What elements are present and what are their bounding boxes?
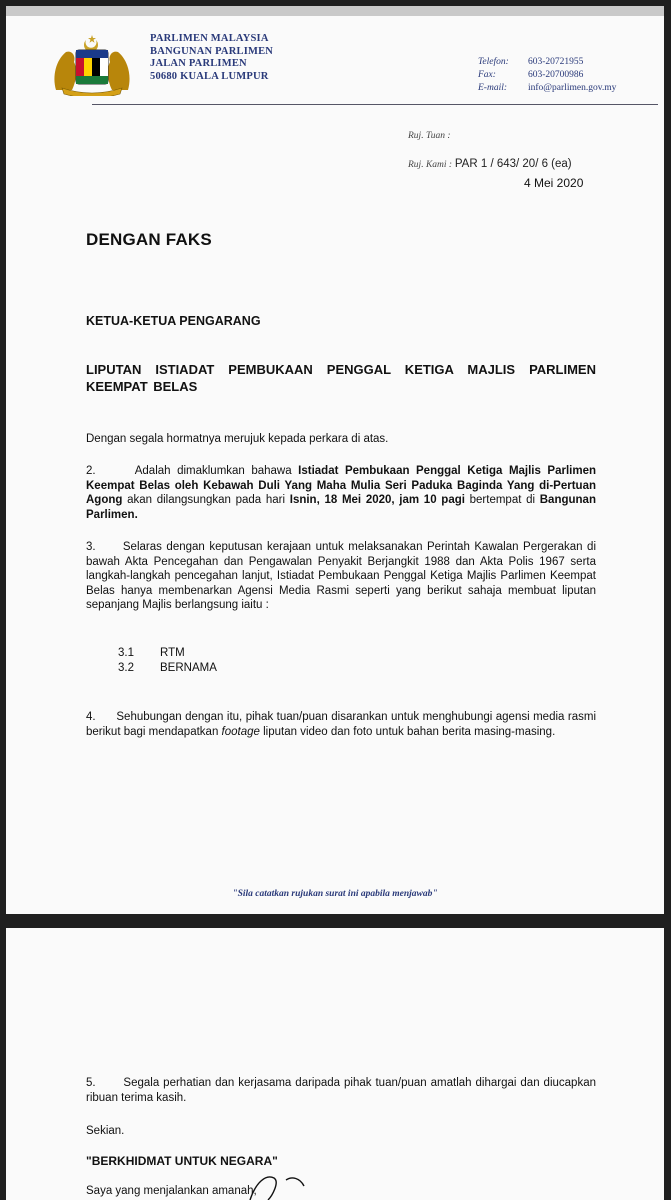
delivery-mode-heading: DENGAN FAKS: [86, 230, 212, 249]
paragraph-5: 5. Segala perhatian dan kerjasama daripada pihak tuan/puan amatlah dihargai dan diucapkan ribuan terima kasih.: [86, 1077, 596, 1104]
motto: "BERKHIDMAT UNTUK NEGARA": [86, 1154, 278, 1168]
org-line: 50680 KUALA LUMPUR: [150, 70, 269, 82]
org-line: BANGUNAN PARLIMEN: [150, 45, 274, 57]
scan-top-edge: [6, 6, 664, 16]
closing-text: Sekian.: [86, 1125, 125, 1137]
sign-off: Saya yang menjalankan amanah,: [86, 1185, 257, 1197]
paragraph-1: Dengan segala hormatnya merujuk kepada perkara di atas.: [86, 433, 389, 445]
recipient-heading: KETUA-KETUA PENGARANG: [86, 314, 261, 328]
letter-page-2: [6, 928, 664, 1200]
ref-kami-value: PAR 1 / 643/ 20/ 6 (ea): [454, 158, 572, 170]
media-agency-list: [118, 646, 217, 676]
ref-kami: Ruj. Kami : PAR 1 / 643/ 20/ 6 (ea): [408, 158, 572, 170]
signature-stroke-icon: [246, 1172, 316, 1200]
list-item: 3.2 BERNAMA: [118, 662, 217, 674]
list-item: 3.1 RTM: [118, 647, 185, 659]
contact-fax: Fax: 603-20700986: [478, 70, 584, 80]
paragraph-2: 2. Adalah dimaklumkan bahawa Istiadat Pembukaan Penggal Ketiga Majlis Parlimen Keempat Belas oleh Kebawah Duli Yang Maha Mulia Seri Paduka Baginda Yang di-Pertuan Agong akan dilangsungkan pada hari Isnin, 18 Mei 2020, jam 10 pagi bertempat di Bangunan Parlimen.: [86, 465, 596, 521]
subject-heading: LIPUTAN ISTIADAT PEMBUKAAN PENGGAL KETIGA MAJLIS PARLIMEN KEEMPAT BELAS: [86, 362, 596, 394]
org-line: JALAN PARLIMEN: [150, 58, 247, 69]
reply-reference-note: "Sila catatkan rujukan surat ini apabila menjawab": [232, 889, 438, 899]
letter-date: 4 Mei 2020: [524, 176, 584, 190]
ref-tuan: Ruj. Tuan :: [408, 131, 451, 141]
parliament-crest-icon: [48, 32, 136, 96]
contact-email: E-mail: info@parlimen.gov.my: [478, 83, 617, 93]
organization-address: [150, 33, 273, 83]
org-line: PARLIMEN MALAYSIA: [150, 33, 269, 44]
letter-page-1: [6, 6, 664, 914]
letterhead-divider: [92, 104, 658, 105]
contact-info: [478, 56, 616, 95]
contact-phone: Telefon: 603-20721955: [478, 57, 584, 67]
paragraph-4: 4. Sehubungan dengan itu, pihak tuan/puan disarankan untuk menghubungi agensi media rasmi berikut bagi mendapatkan footage liputan video dan foto untuk bahan berita masing-masing.: [86, 711, 596, 738]
paragraph-3: 3. Selaras dengan keputusan kerajaan untuk melaksanakan Perintah Kawalan Pergerakan di bawah Akta Pencegahan dan Pengawalan Penyakit Berjangkit 1988 dan Akta Polis 1967 serta langkah-langkah pencegahan lanjut, Istiadat Pembukaan Penggal Ketiga Majlis Parlimen Keempat Belas hanya membenarkan Agensi Media Rasmi seperti yang berikut sahaja membuat liputan sepanjang Majlis berlangsung iaitu :: [86, 541, 597, 611]
